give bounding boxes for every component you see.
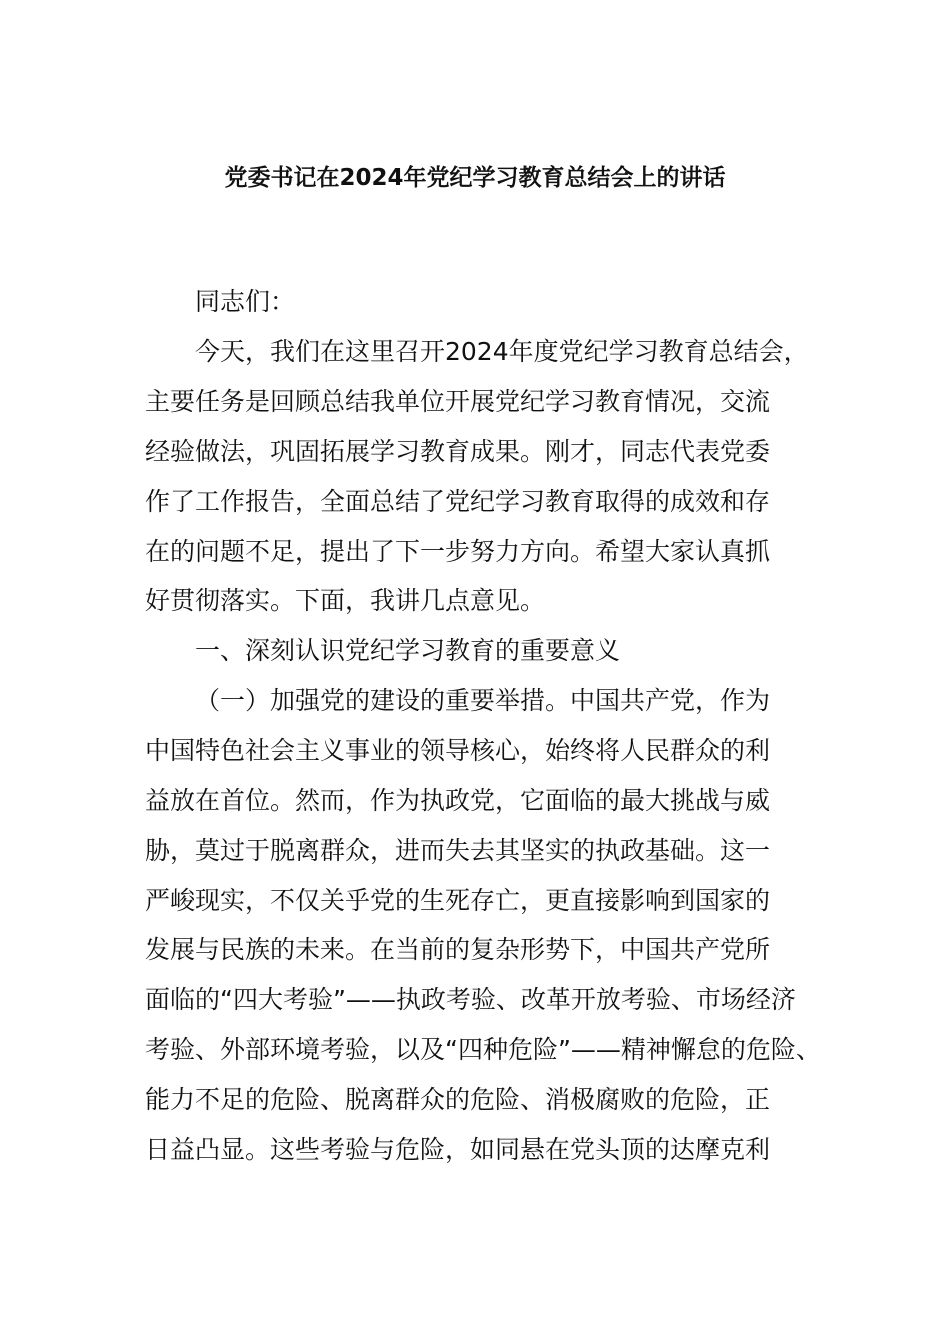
body-line: 能力不足的危险、脱离群众的危险、消极腐败的危险，正 <box>145 1085 771 1114</box>
body-line: 在的问题不足，提出了下一步努力方向。希望大家认真抓 <box>145 537 771 566</box>
body-line: 发展与民族的未来。在当前的复杂形势下，中国共产党所 <box>145 935 771 964</box>
body-line: 经验做法，巩固拓展学习教育成果。刚才，同志代表党委 <box>145 437 771 466</box>
salutation-line: 同志们： <box>195 287 296 316</box>
body-line: 主要任务是回顾总结我单位开展党纪学习教育情况，交流 <box>145 387 771 416</box>
body-line: 中国特色社会主义事业的领导核心，始终将人民群众的利 <box>145 736 771 765</box>
body-line: 益放在首位。然而，作为执政党，它面临的最大挑战与威 <box>145 786 771 815</box>
body-line: 胁，莫过于脱离群众，进而失去其坚实的执政基础。这一 <box>145 836 771 865</box>
body-line: 严峻现实，不仅关乎党的生死存亡，更直接影响到国家的 <box>145 886 771 915</box>
body-line: 今天，我们在这里召开2024年度党纪学习教育总结会， <box>195 337 809 366</box>
document-title: 党委书记在2024年党纪学习教育总结会上的讲话 <box>224 165 726 191</box>
body-line: 好贯彻落实。下面，我讲几点意见。 <box>145 586 546 615</box>
body-line: 作了工作报告，全面总结了党纪学习教育取得的成效和存 <box>145 487 771 516</box>
subsection-line: （一）加强党的建设的重要举措。中国共产党，作为 <box>195 686 771 715</box>
body-line: 日益凸显。这些考验与危险，如同悬在党头顶的达摩克利 <box>145 1135 771 1164</box>
body-line: 考验、外部环境考验，以及“四种危险”——精神懈怠的危险、 <box>145 1035 821 1064</box>
body-line: 面临的“四大考验”——执政考验、改革开放考验、市场经济 <box>145 985 796 1014</box>
section-heading: 一、深刻认识党纪学习教育的重要意义 <box>195 636 621 665</box>
